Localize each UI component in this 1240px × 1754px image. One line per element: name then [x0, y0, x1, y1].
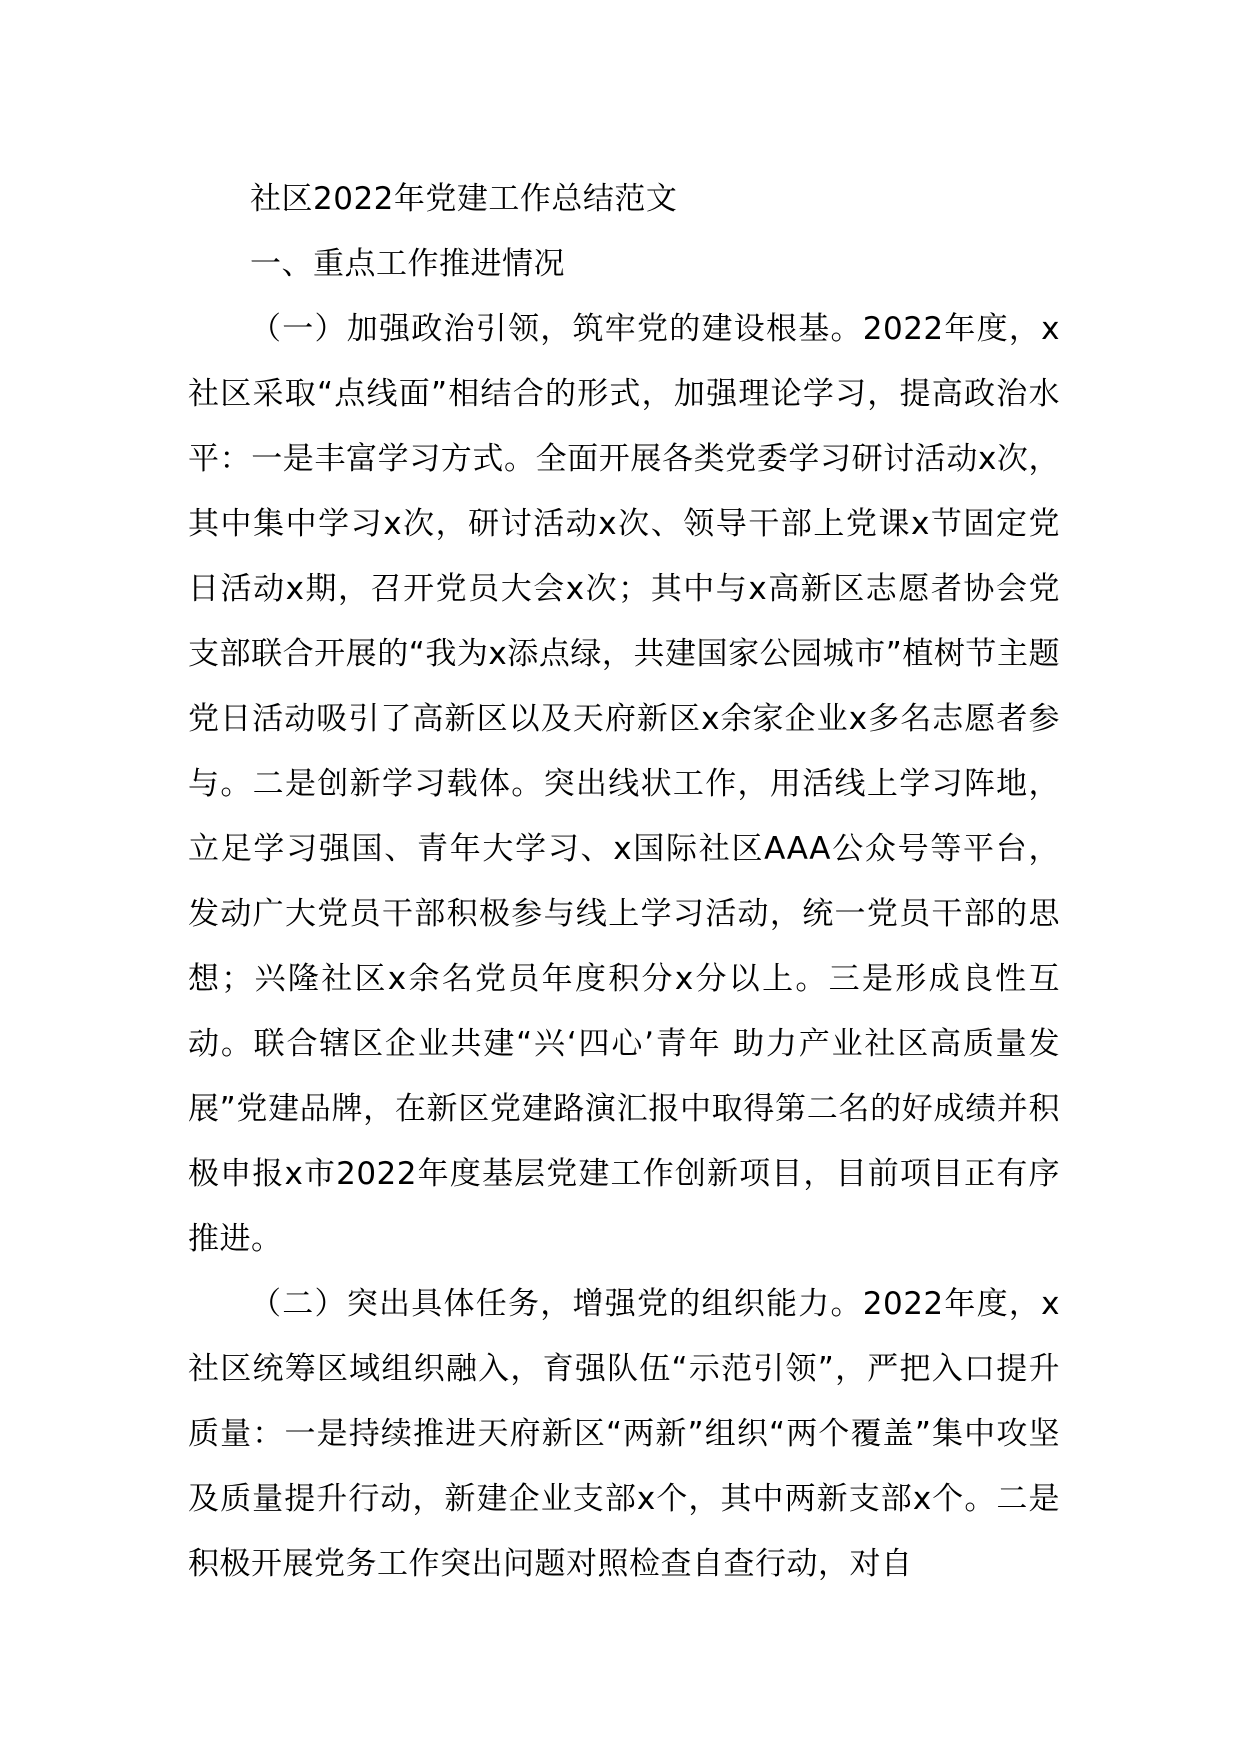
document-title: 社区2022年党建工作总结范文	[250, 181, 678, 217]
paragraph-1: （一）加强政治引领，筑牢党的建设根基。2022年度，x社区采取“点线面”相结合的形式，加强理论学习，提高政治水平：一是丰富学习方式。全面开展各类党委学习研讨活动x次，其中集中学习x次，研讨活动x次、领导干部上党课x节固定党日活动x期，召开党员大会x次；其中与x高新区志愿者协会党支部联合开展的“我为x添点绿，共建国家公园城市”植树节主题党日活动吸引了高新区以及天府新区x余家企业x多名志愿者参与。二是创新学习载体。突出线状工作，用活线上学习阵地，立足学习强国、青年大学习、x国际社区AAA公众号等平台，发动广大党员干部积极参与线上学习活动，统一党员干部的思想；兴隆社区x余名党员年度积分x分以上。三是形成良性互动。联合辖区企业共建“兴‘四心’青年 助力产业社区高质量发展”党建品牌，在新区党建路演汇报中取得第二名的好成绩并积极申报x市2022年度基层党建工作创新项目，目前项目正有序推进。	[188, 311, 1060, 1257]
paragraph-2: （二）突出具体任务，增强党的组织能力。2022年度，x社区统筹区域组织融入，育强队伍“示范引领”，严把入口提升质量：一是持续推进天府新区“两新”组织“两个覆盖”集中攻坚及质量提升行动，新建企业支部x个，其中两新支部x个。二是积极开展党务工作突出问题对照检查自查行动，对自	[188, 1286, 1060, 1582]
document-body	[188, 167, 1060, 1597]
section-heading: 一、重点工作推进情况	[250, 246, 565, 282]
